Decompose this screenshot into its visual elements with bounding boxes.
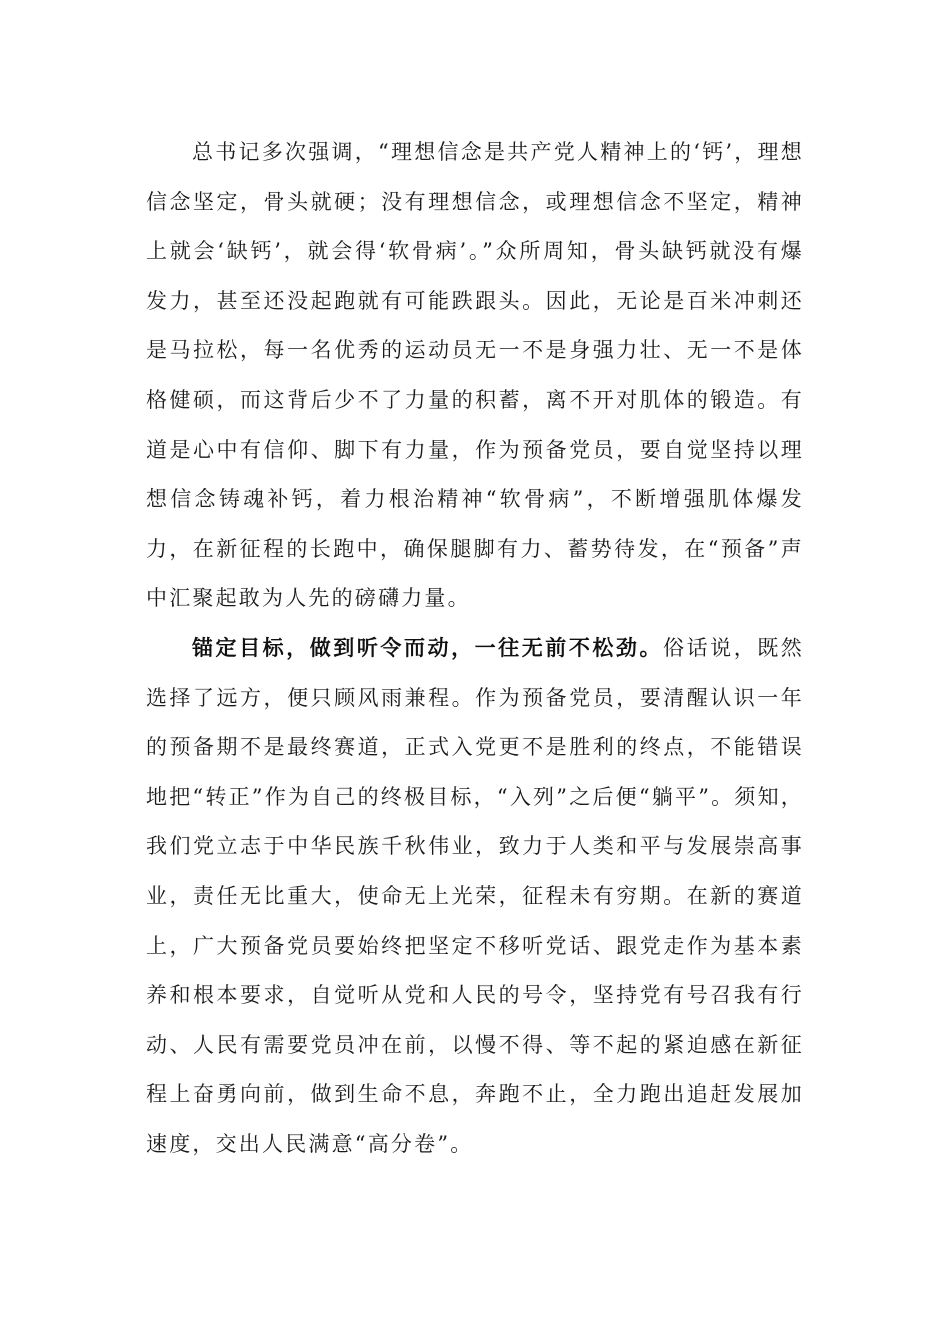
paragraph-ideals-text: 总书记多次强调，“理想信念是共产党人精神上的‘钙’，理想信念坚定，骨头就硬；没有理想信念，或理想信念不坚定，精神上就会‘缺钙’，就会得‘软骨病’。”众所周知，骨头缺钙就没有爆发力，甚至还没起跑就有可能跌跟头。因此，无论是百米冲刺还是马拉松，每一名优秀的运动员无一不是身强力壮、无一不是体格健硕，而这背后少不了力量的积蓄，离不开对肌体的锻造。有道是心中有信仰、脚下有力量，作为预备党员，要自觉坚持以理想信念铸魂补钙，着力根治精神“软骨病”，不断增强肌体爆发力，在新征程的长跑中，确保腿脚有力、蓄势待发，在“预备”声中汇聚起敢为人先的磅礴力量。 xyxy=(146,140,804,611)
document-body xyxy=(146,128,804,1169)
paragraph-goals xyxy=(146,624,804,1170)
paragraph-ideals xyxy=(146,128,804,624)
paragraph-goals-text: 俗话说，既然选择了远方，便只顾风雨兼程。作为预备党员，要清醒认识一年的预备期不是最终赛道，正式入党更不是胜利的终点，不能错误地把“转正”作为自己的终极目标，“入列”之后便“躺平”。须知，我们党立志于中华民族千秋伟业，致力于人类和平与发展崇高事业，责任无比重大，使命无上光荣，征程未有穷期。在新的赛道上，广大预备党员要始终把坚定不移听党话、跟党走作为基本素养和根本要求，自觉听从党和人民的号令，坚持党有号召我有行动、人民有需要党员冲在前，以慢不得、等不起的紧迫感在新征程上奋勇向前，做到生命不息，奔跑不止，全力跑出追赶发展加速度，交出人民满意“高分卷”。 xyxy=(146,635,805,1156)
paragraph-goals-heading: 锚定目标，做到听令而动，一往无前不松劲。 xyxy=(192,635,664,660)
